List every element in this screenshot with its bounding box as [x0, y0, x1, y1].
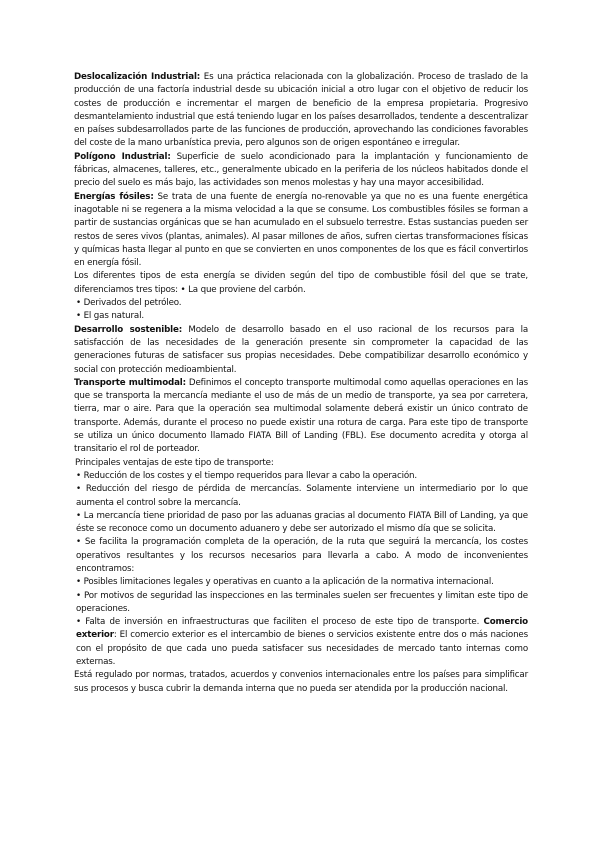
- inconveniente-item: • Falta de inversión en infraestructuras que faciliten el proceso de este tipo de transporte.: [76, 617, 484, 628]
- energias-paragraph: [74, 191, 528, 271]
- ventaja-item: • La mercancía tiene prioridad de paso por las aduanas gracias al documento FIATA Bill of Landing, ya que éste se reconoce como un documento aduanero y debe ser autorizado el mismo día que se solicita.: [76, 510, 528, 535]
- poligono-term: Polígono Industrial:: [74, 151, 171, 162]
- transporte-text: Definimos el concepto transporte multimodal como aquellas operaciones en las que se transporta la mercancía mediante el uso de más de un medio de transporte, ya sea por carretera, tierra, mar o aire. Para que la operación sea multimodal solamente deberá existir un único contrato de transporte. Además, durante el proceso no puede existir una rotura de carga. Para este tipo de transporte se utiliza un único documento llamado FIATA Bill of Landing (FBL). Ese documento acredita y otorga al transitario el rol de porteador.: [74, 377, 528, 455]
- deslocalizacion-text: Es una práctica relacionada con la globalización. Proceso de traslado de la producción de una factoría industrial desde su ubicación inicial a otro lugar con el objetivo de reducir los costes de producción e incrementar el margen de beneficio de la empresa propietaria. Progresivo desmantelamiento industrial que está teniendo lugar en los países desarrollados, tendente a descentralizar en países subdesarrollados parte de las funciones de producción, aprovechando las condiciones favorables del coste de la mano urbanística previa, pero algunos son de origen espontáneo e irregular.: [74, 72, 529, 149]
- desarrollo-paragraph: [74, 324, 528, 377]
- deslocalizacion-term: Deslocalización Industrial:: [74, 72, 201, 82]
- transporte-term: Transporte multimodal:: [74, 377, 186, 388]
- comercio-text: : El comercio exterior es el intercambio de bienes o servicios existente entre dos o más naciones con el propósito de que cada uno pueda satisfacer sus necesidades de mercado tanto internas como externas.: [76, 630, 528, 668]
- energias-tipos-intro: Los diferentes tipos de esta energía se dividen según del tipo de combustible fósil del que se trate, diferenciamos tres tipos: • La que proviene del carbón.: [74, 271, 528, 295]
- energias-tipo-item: • Derivados del petróleo.: [76, 298, 182, 309]
- ventajas-title: Principales ventajas de este tipo de transporte:: [75, 457, 274, 468]
- desarrollo-term: Desarrollo sostenible:: [74, 324, 183, 335]
- transporte-paragraph: [74, 377, 528, 457]
- inconveniente-item: • Por motivos de seguridad las inspecciones en las terminales suelen ser frecuentes y limitan este tipo de operaciones.: [76, 590, 528, 614]
- ventaja-item: • Se facilita la programación completa de la operación, de la ruta que seguirá la mercancía, los costes operativos resultantes y los recursos necesarios para llevarla a cabo. A modo de inconvenientes encontramos:: [76, 537, 528, 574]
- energias-term: Energías fósiles:: [74, 191, 154, 202]
- inconveniente-item: • Posibles limitaciones legales y operativas en cuanto a la aplicación de la normativa internacional.: [76, 577, 494, 588]
- document-page: [74, 71, 528, 696]
- energias-text: Se trata de una fuente de energía no-renovable ya que no es una fuente energética inagotable ni se regenera a la misma velocidad a la que se consume. Los combustibles fósiles se forman a partir de sustancias orgánicas que se han acumulado en el subsuelo terrestre. Estas sustancias pueden ser restos de seres vivos (plantas, animales). Al pasar millones de años, sufren ciertas transformaciones físicas y químicas hasta llegar al punto en que se convierten en unos componentes de los que es fácil convertirlos en energía fósil.: [74, 191, 528, 269]
- desarrollo-text: Modelo de desarrollo basado en el uso racional de los recursos para la satisfacción de las necesidades de la generación presente sin comprometer la capacidad de las generaciones futuras de satisfacer sus propias necesidades. Debe compatibilizar desarrollo económico y social con protección medioambiental.: [74, 324, 529, 375]
- inconveniente-comercio-paragraph: [74, 616, 528, 669]
- ventaja-item: • Reducción de los costes y el tiempo requeridos para llevar a cabo la operación.: [76, 470, 418, 481]
- ventaja-item: • Reducción del riesgo de pérdida de mercancías. Solamente interviene un intermediario por lo que aumenta el control sobre la mercancía.: [76, 484, 528, 508]
- poligono-text: Superficie de suelo acondicionado para la implantación y funcionamiento de fábricas, almacenes, talleres, etc., generalmente ubicado en la periferia de los núcleos habitados donde el precio del suelo es más bajo, las actividades son menos molestas y hay una mayor accesibilidad.: [74, 151, 528, 189]
- comercio-term: Comercio exterior: [76, 617, 528, 641]
- poligono-paragraph: [74, 151, 528, 191]
- comercio-regulado-paragraph: Está regulado por normas, tratados, acuerdos y convenios internacionales entre los países para simplificar sus procesos y busca cubrir la demanda interna que no pueda ser atendida por la producción nacional.: [74, 670, 528, 694]
- deslocalizacion-paragraph: [74, 71, 528, 151]
- energias-tipo-item: • El gas natural.: [76, 311, 144, 322]
